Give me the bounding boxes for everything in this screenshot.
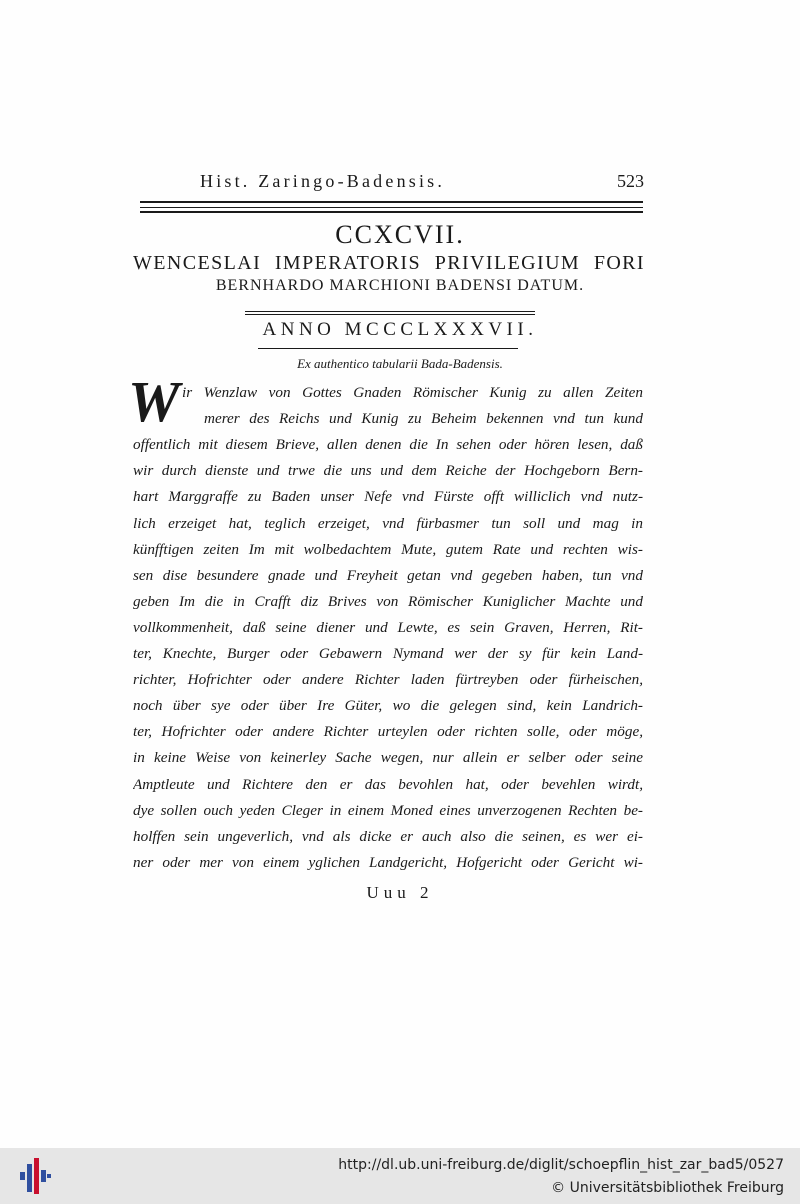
text-line: richter, Hofrichter oder andere Richter laden fürtreyben oder fürheischen,	[133, 671, 643, 689]
text-line: holffen sein ungeverlich, vnd als dicke er auch also die seinen, es wer ei-	[133, 827, 643, 845]
title-rule-upper	[245, 311, 535, 312]
text-line: sen dise besundere gnade und Freyheit getan vnd gegeben haben, tun vnd	[133, 566, 643, 584]
text-line: hart Marggraffe zu Baden unser Nefe vnd Fürste offt williclich vnd nutz-	[133, 488, 643, 506]
signature-mark: Uuu 2	[366, 883, 434, 902]
text-line: wir durch dienste und trwe die uns und dem Reiche der Hochgeborn Bern-	[133, 462, 643, 480]
text-line: ir Wenzlaw von Gottes Gnaden Römischer Kunig zu allen Zeiten	[182, 384, 643, 401]
source-note: Ex authentico tabularii Bada-Badensis.	[297, 356, 503, 371]
ub-freiburg-logo-icon[interactable]	[18, 1156, 52, 1196]
text-line: geben Im die in Crafft diz Brives von Römischer Kuniglicher Machte und	[133, 592, 643, 610]
year-rule	[258, 348, 518, 349]
text-line: Amptleute und Richtere den er das bevohlen hat, oder bevehlen wirdt,	[133, 775, 643, 793]
text-line: ner oder mer von einem yglichen Landgericht, Hofgericht oder Gericht wi-	[133, 853, 643, 871]
page-number: 523	[617, 171, 644, 191]
permalink-url[interactable]: http://dl.ub.uni-freiburg.de/diglit/schoepflin_hist_zar_bad5/0527	[338, 1157, 784, 1173]
document-number: CCXCVII.	[335, 220, 465, 249]
header-rule-bottom	[140, 211, 643, 213]
copyright-notice: © Universitätsbibliothek Freiburg	[551, 1180, 784, 1196]
text-line: vollkommenheit, daß seine diener und Lewte, es sein Graven, Herren, Rit-	[133, 618, 643, 636]
text-line: dye sollen ouch yeden Cleger in einem Moned eines unverzogenen Rechten be-	[133, 801, 643, 819]
title-rule-lower	[245, 314, 535, 315]
text-line: offentlich mit diesem Brieve, allen denen die In sehen oder hören lesen, daß	[133, 436, 643, 454]
text-line: merer des Reichs und Kunig zu Beheim bekennen vnd tun kund	[204, 410, 643, 428]
drop-cap: W	[128, 369, 174, 434]
document-title-line-2: BERNHARDO MARCHIONI BADENSI DATUM.	[215, 277, 585, 294]
running-head: Hist. Zaringo-Badensis.	[200, 171, 446, 191]
header-rule-top	[140, 201, 643, 203]
text-line: in keine Weise von keinerley Sache wegen, nur allein er selber oder seine	[133, 749, 643, 767]
text-line: lich erzeiget hat, teglich erzeiget, vnd fürbasmer tun soll und mag in	[133, 514, 643, 532]
text-line: ter, Knechte, Burger oder Gebawern Nymand wer der sy für kein Land-	[133, 645, 643, 662]
header-rule-middle	[140, 207, 643, 208]
viewer-footer	[0, 1148, 800, 1204]
text-line: ter, Hofrichter oder andere Richter urteylen oder richten solle, oder möge,	[133, 723, 643, 741]
document-year: ANNO MCCCLXXXVII.	[262, 319, 538, 340]
text-line: künfftigen zeiten Im mit wolbedachtem Mute, gutem Rate und rechten wis-	[133, 540, 643, 558]
text-line: noch über sye oder über Ire Güter, wo die gelegen sind, kein Landrich-	[133, 697, 643, 715]
document-title-line-1: WENCESLAI IMPERATORIS PRIVILEGIUM FORI	[133, 252, 645, 274]
